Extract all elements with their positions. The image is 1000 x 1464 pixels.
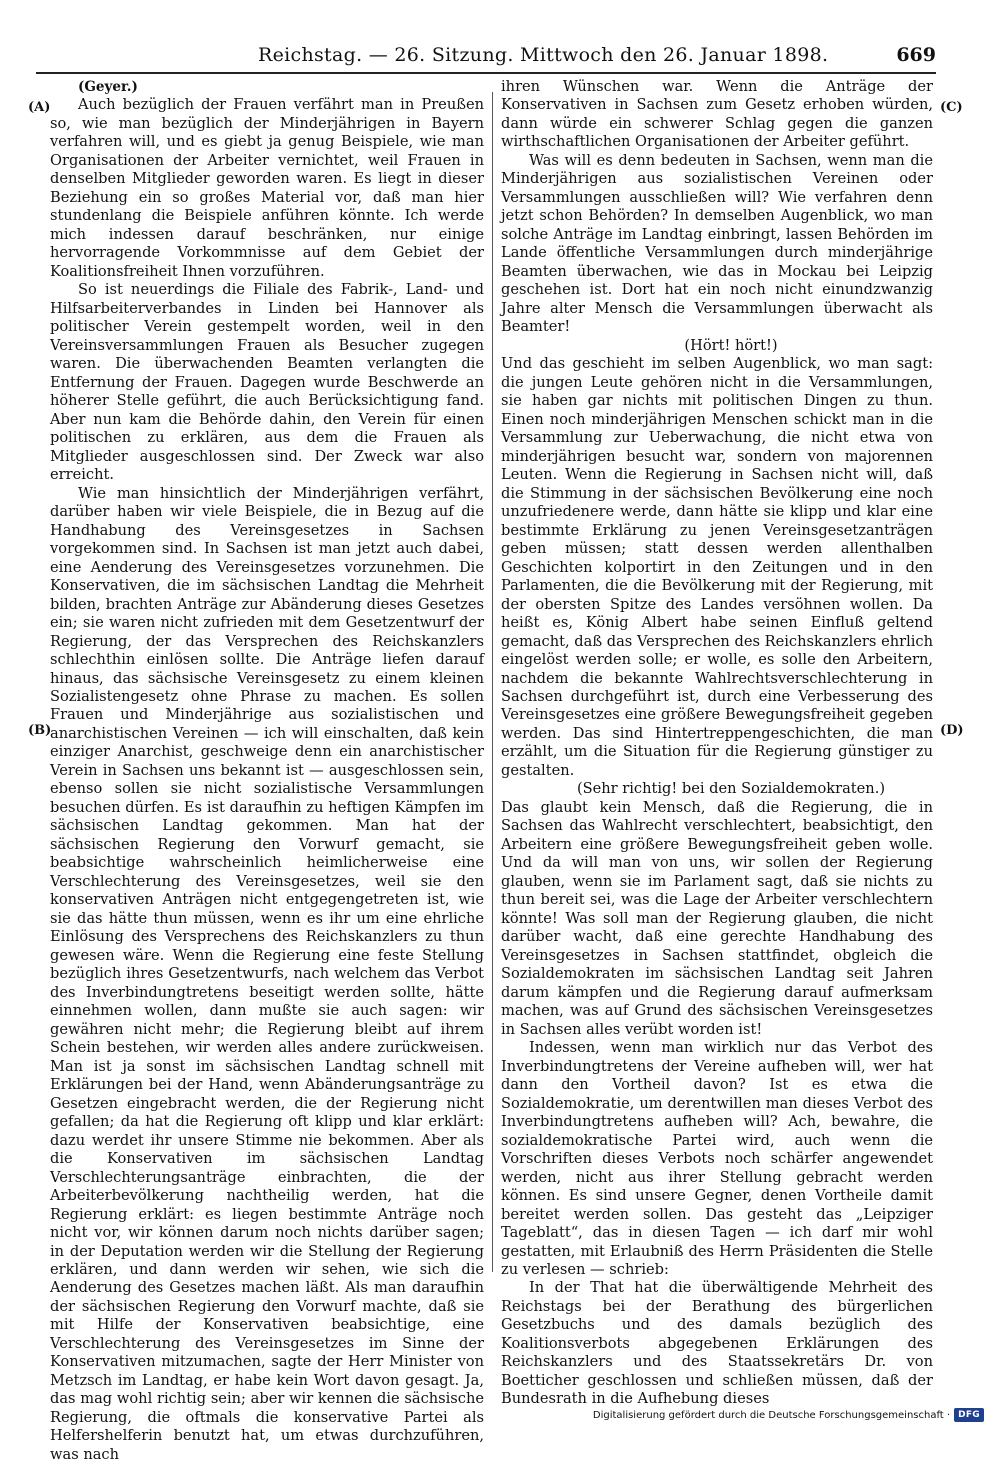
column-divider bbox=[492, 92, 493, 1272]
digitization-credit bbox=[593, 1408, 984, 1422]
margin-mark-d: (D) bbox=[940, 723, 964, 738]
paragraph-continuation: ihren Wünschen war. Wenn die Anträge der Konservativen in Sachsen zum Gesetz erhoben würden, dann würde ein schwerer Schlag gegen die ganzen wirthschaftlichen Organisationen der Arbeiter geführt. bbox=[501, 78, 933, 151]
credit-text: Digitalisierung gefördert durch die Deutsche Forschungsgemeinschaft · bbox=[592, 1409, 951, 1421]
interjection: (Hört! hört!) bbox=[684, 336, 778, 354]
paragraph: Was will es denn bedeuten in Sachsen, wenn man die Minderjährigen aus sozialistischen Vereinen oder Versammlungen ausschließen will? Wie verfahren denn jetzt schon Behörden? In demselben Augenblick, wo man solche Anträge im Landtag einbringt, lassen Behörden im Lande öffentliche Versammlungen durch minderjährige Beamten überwachen, wie das in Mockau bei Leipzig geschehen ist. Dort hat ein noch nicht einundzwanzig Jahre alter Mensch die Versammlungen überwacht als Beamter! bbox=[501, 151, 933, 336]
paragraph: Und das geschieht im selben Augenblick, wo man sagt: die jungen Leute gehören nicht in die Versammlungen, sie haben gar nichts mit politischen Dingen zu thun. Einen noch minderjährigen Menschen schickt man in die Versammlung zur Ueberwachung, die nicht etwa von minderjährigen besucht war, sondern von majorennen Leuten. Wenn die Regierung in Sachsen nicht will, daß die Stimmung in der sächsischen Bevölkerung eine noch unzufriedenere werde, dann hätte sie klipp und klar eine bestimmte Erklärung zu jenen Vereinsgesetzanträgen geben müssen; statt dessen werden allenthalben Geschichten kolportirt in den Zeitungen und in den Parlamenten, die die Bevölkerung mit der Regierung, mit der obersten Spitze des Landes versöhnen wollen. Da heißt es, König Albert habe seinen Einfluß geltend gemacht, daß das Versprechen des Reichskanzlers ehrlich eingelöst werden solle; er wolle, es solle den Arbeitern, nachdem die bekannte Wahlrechtsverschlechterung in Sachsen durchgeführt ist, durch eine Verbesserung des Vereinsgesetzes eine größere Bewegungsfreiheit gegeben werden. Das sind Hintertreppengeschichten, die man erzählt, um die Situation für die Regierung günstiger zu gestalten. bbox=[501, 355, 933, 779]
dfg-logo-icon: DFG bbox=[954, 1408, 984, 1422]
paragraph: Das glaubt kein Mensch, daß die Regierung, die in Sachsen das Wahlrecht verschlechtert, beabsichtigt, den Arbeitern eine größere Bewegungsfreiheit geben wolle. Und da will man von uns, wir sollen der Regierung glauben, wenn sie im Parlament sagt, daß sie nichts zu thun bereit sei, was die Lage der Arbeiter verschlechtern könnte! Was soll man der Regierung glauben, die nicht darüber wacht, daß eine gerechte Handhabung des Vereinsgesetzes in Sachsen stattfindet, obgleich die Sozialdemokraten im sächsischen Landtag seit Jahren darum kämpfen und die Regierung darauf aufmerksam machen, was auf Grund des sächsischen Vereinsgesetzes in Sachsen alles verübt worden ist! bbox=[501, 798, 933, 1038]
margin-mark-b: (B) bbox=[28, 723, 52, 738]
page-header bbox=[36, 44, 936, 74]
paragraph: Indessen, wenn man wirklich nur das Verbot des Inverbindungtretens der Vereine aufheben will, wer hat dann den Vortheil davon? Ist es etwa die Sozialdemokratie, um derentwillen man dieses Verbot des Inverbindungtretens aufheben will? Ach, bewahre, die sozialdemokratische Partei wird, auch wenn die Vorschriften dieses Verbots noch schärfer angewendet werden, nicht aus ihrer Stellung gebracht werden können. Es sind unsere Gegner, denen Vortheile damit bereitet werden sollen. Das gesteht das „Leipziger Tageblatt“, das in diesen Tagen — ich darf mir wohl gestatten, mit Erlaubniß des Herrn Präsidenten die Stelle zu verlesen — schrieb: bbox=[501, 1039, 933, 1278]
block-quote: In der That hat die überwältigende Mehrheit des Reichstags bei der Berathung des bürgerlichen Gesetzbuchs und des damals bezüglich des Koalitionsverbots abgegebenen Erklärungen des Reichskanzlers und des Staatssekretärs Dr. von Boetticher geschlossen und schließen müssen, daß der Bundesrath in die Aufhebung dieses bbox=[501, 1279, 933, 1408]
paragraph: So ist neuerdings die Filiale des Fabrik-, Land- und Hilfsarbeiterverbandes in Linden bei Hannover als politischer Verein gestempelt worden, weil in den Vereinsversammlungen Frauen als Besucher zugegen waren. Die überwachenden Beamten verlangten die Entfernung der Frauen. Dagegen wurde Beschwerde an höherer Stelle geführt, die auch Berücksichtigung fand. Aber nun kam die Behörde dahin, den Verein für einen politischen zu erklären, aus dem die Frauen als Mitglieder ausgeschlossen sind. Der Zweck war also erreicht. bbox=[50, 281, 484, 484]
paragraph: Auch bezüglich der Frauen verfährt man in Preußen so, wie man bezüglich der Minderjährigen in Bayern verfahren will, und es giebt ja genug Beispiele, wie man Organisationen der Arbeiter vernichtet, weil Frauen in denselben Mitglieder geworden waren. Es liegt in dieser Beziehung ein so großes Material vor, daß man hier stundenlang die Beispiele anführen könnte. Ich werde mich indessen darauf beschränken, nur einige hervorragende Vorkommnisse auf dem Gebiet der Koalitionsfreiheit Ihnen vorzuführen. bbox=[50, 96, 484, 280]
left-column bbox=[50, 78, 484, 1464]
paragraph: Wie man hinsichtlich der Minderjährigen verfährt, darüber haben wir viele Beispiele, die in Bezug auf die Handhabung des Vereinsgesetzes in Sachsen vorgekommen sind. In Sachsen ist man jetzt auch dabei, eine Aenderung des Vereinsgesetzes vorzunehmen. Die Konservativen, die im sächsischen Landtag die Mehrheit bilden, brachten Anträge zur Abänderung dieses Gesetzes ein; sie waren nicht zufrieden mit dem Gesetzentwurf der Regierung, der das Versprechen des Reichskanzlers schlechthin einlösen sollte. Die Anträge liefen darauf hinaus, das sächsische Vereinsgesetz zu einem kleinen Sozialistengesetz ohne Phrase zu machen. Es sollen Frauen und Minderjährige aus sozialistischen und anarchistischen Vereinen — ich will einschalten, daß kein einziger Anarchist, geschweige denn ein anarchistischer Verein in Sachsen uns bekannt ist — ausgeschlossen sein, ebenso sollen sie nicht sozialistische Versammlungen besuchen dürfen. Es ist daraufhin zu heftigen Kämpfen im sächsischen Landtag gekommen. Man hat der sächsischen Regierung den Vorwurf gemacht, sie beabsichtige wahrscheinlich heimlicherweise eine Verschlechterung des Vereinsgesetzes, weil sie den konservativen Anträgen nicht entgegengetreten ist, wie sie das hätte thun müssen, wenn es ihr um eine ehrliche Einlösung des Versprechens des Reichskanzlers zu thun gewesen wäre. Wenn die Regierung eine feste Stellung bezüglich ihres Gesetzentwurfs, nach welchem das Verbot des Inverbindungtretens beseitigt werden sollte, hätte einnehmen wollen, dann mußte sie auch sagen: wir gewähren nicht mehr; die Regierung bleibt auf ihrem Schein bestehen, wir werden alles andere zurückweisen. Man ist ja sonst im sächsischen Landtag schnell mit Erklärungen bei der Hand, wenn Abänderungsanträge zu Gesetzen eingebracht werden, die der Regierung nicht gefallen; da hat die Regierung oft klipp und klar erklärt: dazu werdet ihr unsere Stimme nie bekommen. Aber als die Konservativen im sächsischen Landtag Verschlechterungsanträge einbrachten, die der Arbeiterbevölkerung nachtheilig werden, hat die Regierung erklärt: es liegen bestimmte Anträge noch nicht vor, wir können darum noch nichts darüber sagen; in der Deputation werden wir die Stellung der Regierung erklären, und dann werden wir sehen, wie sich die Aenderung des Gesetzes machen läßt. Als man daraufhin der sächsischen Regierung den Vorwurf machte, daß sie mit Hilfe der Konservativen beabsichtige, eine Verschlechterung des Vereinsgesetzes im Sinne der Konservativen mitzumachen, sagte der Herr Minister von Metzsch im Landtag, er habe kein Wort davon gesagt. Ja, das mag wohl richtig sein; aber wir kennen die sächsische Regierung, die oftmals die konservative Partei als Helfershelferin benutzt hat, um etwas durchzuführen, was nach bbox=[50, 484, 484, 1463]
page-number: 669 bbox=[896, 44, 936, 66]
interjection: (Sehr richtig! bei den Sozialdemokraten.) bbox=[576, 780, 886, 798]
speaker-label: (Geyer.) bbox=[78, 79, 138, 95]
right-column bbox=[501, 78, 933, 1409]
running-head: Reichstag. — 26. Sitzung. Mittwoch den 26. Januar 1898. bbox=[258, 44, 829, 66]
margin-mark-c: (C) bbox=[940, 100, 963, 115]
margin-mark-a: (A) bbox=[28, 100, 51, 115]
